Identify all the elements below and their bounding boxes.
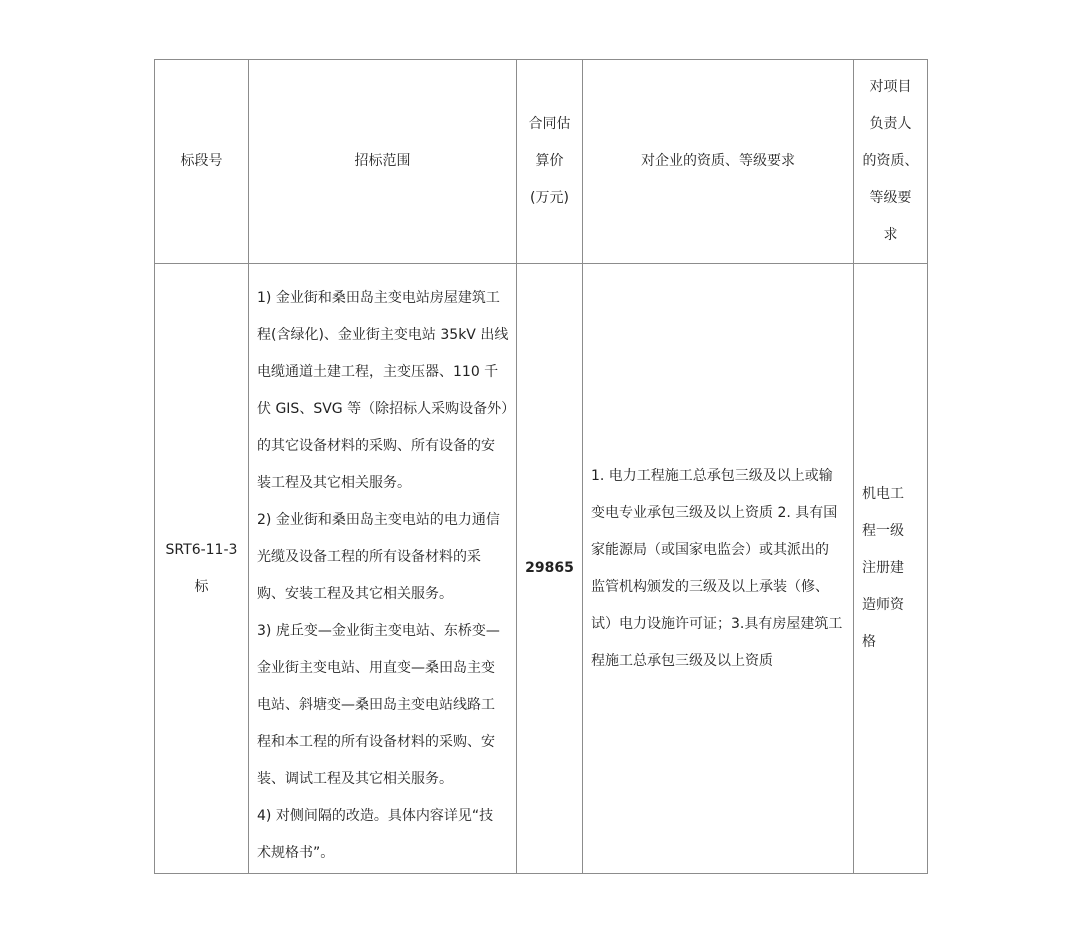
bid-section-table [154, 59, 928, 874]
scope-line: 光缆及设备工程的所有设备材料的采 [257, 548, 481, 565]
scope-line: 3) 虎丘变—金业街主变电站、东桥变— [257, 622, 500, 639]
header-company-requirement: 对企业的资质、等级要求 [583, 60, 854, 264]
header-pm-requirement: 对项目 负责人 的资质、 等级要 求 [854, 60, 928, 264]
scope-line: 金业街主变电站、用直变—桑田岛主变 [257, 659, 495, 676]
pm-requirement-line: 格 [862, 634, 876, 650]
requirement-line: 1. 电力工程施工总承包三级及以上或输 [591, 467, 833, 484]
cell-company-requirement [583, 264, 854, 874]
scope-line: 的其它设备材料的采购、所有设备的安 [257, 437, 495, 454]
cell-scope [249, 264, 517, 874]
requirement-line: 变电专业承包三级及以上资质 2. 具有国 [591, 504, 838, 521]
cell-price [517, 264, 583, 874]
table-header-row [155, 60, 928, 264]
requirement-line: 监管机构颁发的三级及以上承装（修、 [591, 578, 829, 595]
scope-line: 程和本工程的所有设备材料的采购、安 [257, 733, 495, 750]
table-row [155, 264, 928, 874]
cell-section-no: SRT6-11-3 标 [155, 264, 249, 874]
scope-line: 电站、斜塘变—桑田岛主变电站线路工 [257, 696, 495, 713]
scope-line: 术规格书”。 [257, 844, 335, 861]
pm-requirement-line: 程一级 [862, 523, 904, 539]
header-price: 合同估 算价 (万元) [517, 60, 583, 264]
scope-line: 伏 GIS、SVG 等（除招标人采购设备外） [257, 400, 516, 417]
scope-line: 1) 金业街和桑田岛主变电站房屋建筑工 [257, 289, 500, 306]
pm-requirement-line: 机电工 [862, 486, 904, 502]
scope-line: 2) 金业街和桑田岛主变电站的电力通信 [257, 511, 500, 528]
pm-requirement-line: 注册建 [862, 560, 904, 576]
cell-pm-requirement [854, 264, 928, 874]
header-scope: 招标范围 [249, 60, 517, 264]
scope-line: 程(含绿化)、金业街主变电站 35kV 出线 [257, 326, 509, 343]
header-section-no: 标段号 [155, 60, 249, 264]
requirement-line: 程施工总承包三级及以上资质 [591, 652, 773, 669]
scope-line: 4) 对侧间隔的改造。具体内容详见“技 [257, 807, 494, 824]
requirement-line: 家能源局（或国家电监会）或其派出的 [591, 541, 829, 558]
price-value: 29865 [525, 560, 574, 576]
pm-requirement-line: 造师资 [862, 597, 904, 613]
scope-line: 电缆通道土建工程，主变压器、110 千 [257, 363, 499, 380]
scope-line: 装、调试工程及其它相关服务。 [257, 770, 453, 787]
requirement-line: 试）电力设施许可证；3.具有房屋建筑工 [591, 615, 843, 632]
scope-line: 装工程及其它相关服务。 [257, 474, 411, 491]
scope-line: 购、安装工程及其它相关服务。 [257, 585, 453, 602]
